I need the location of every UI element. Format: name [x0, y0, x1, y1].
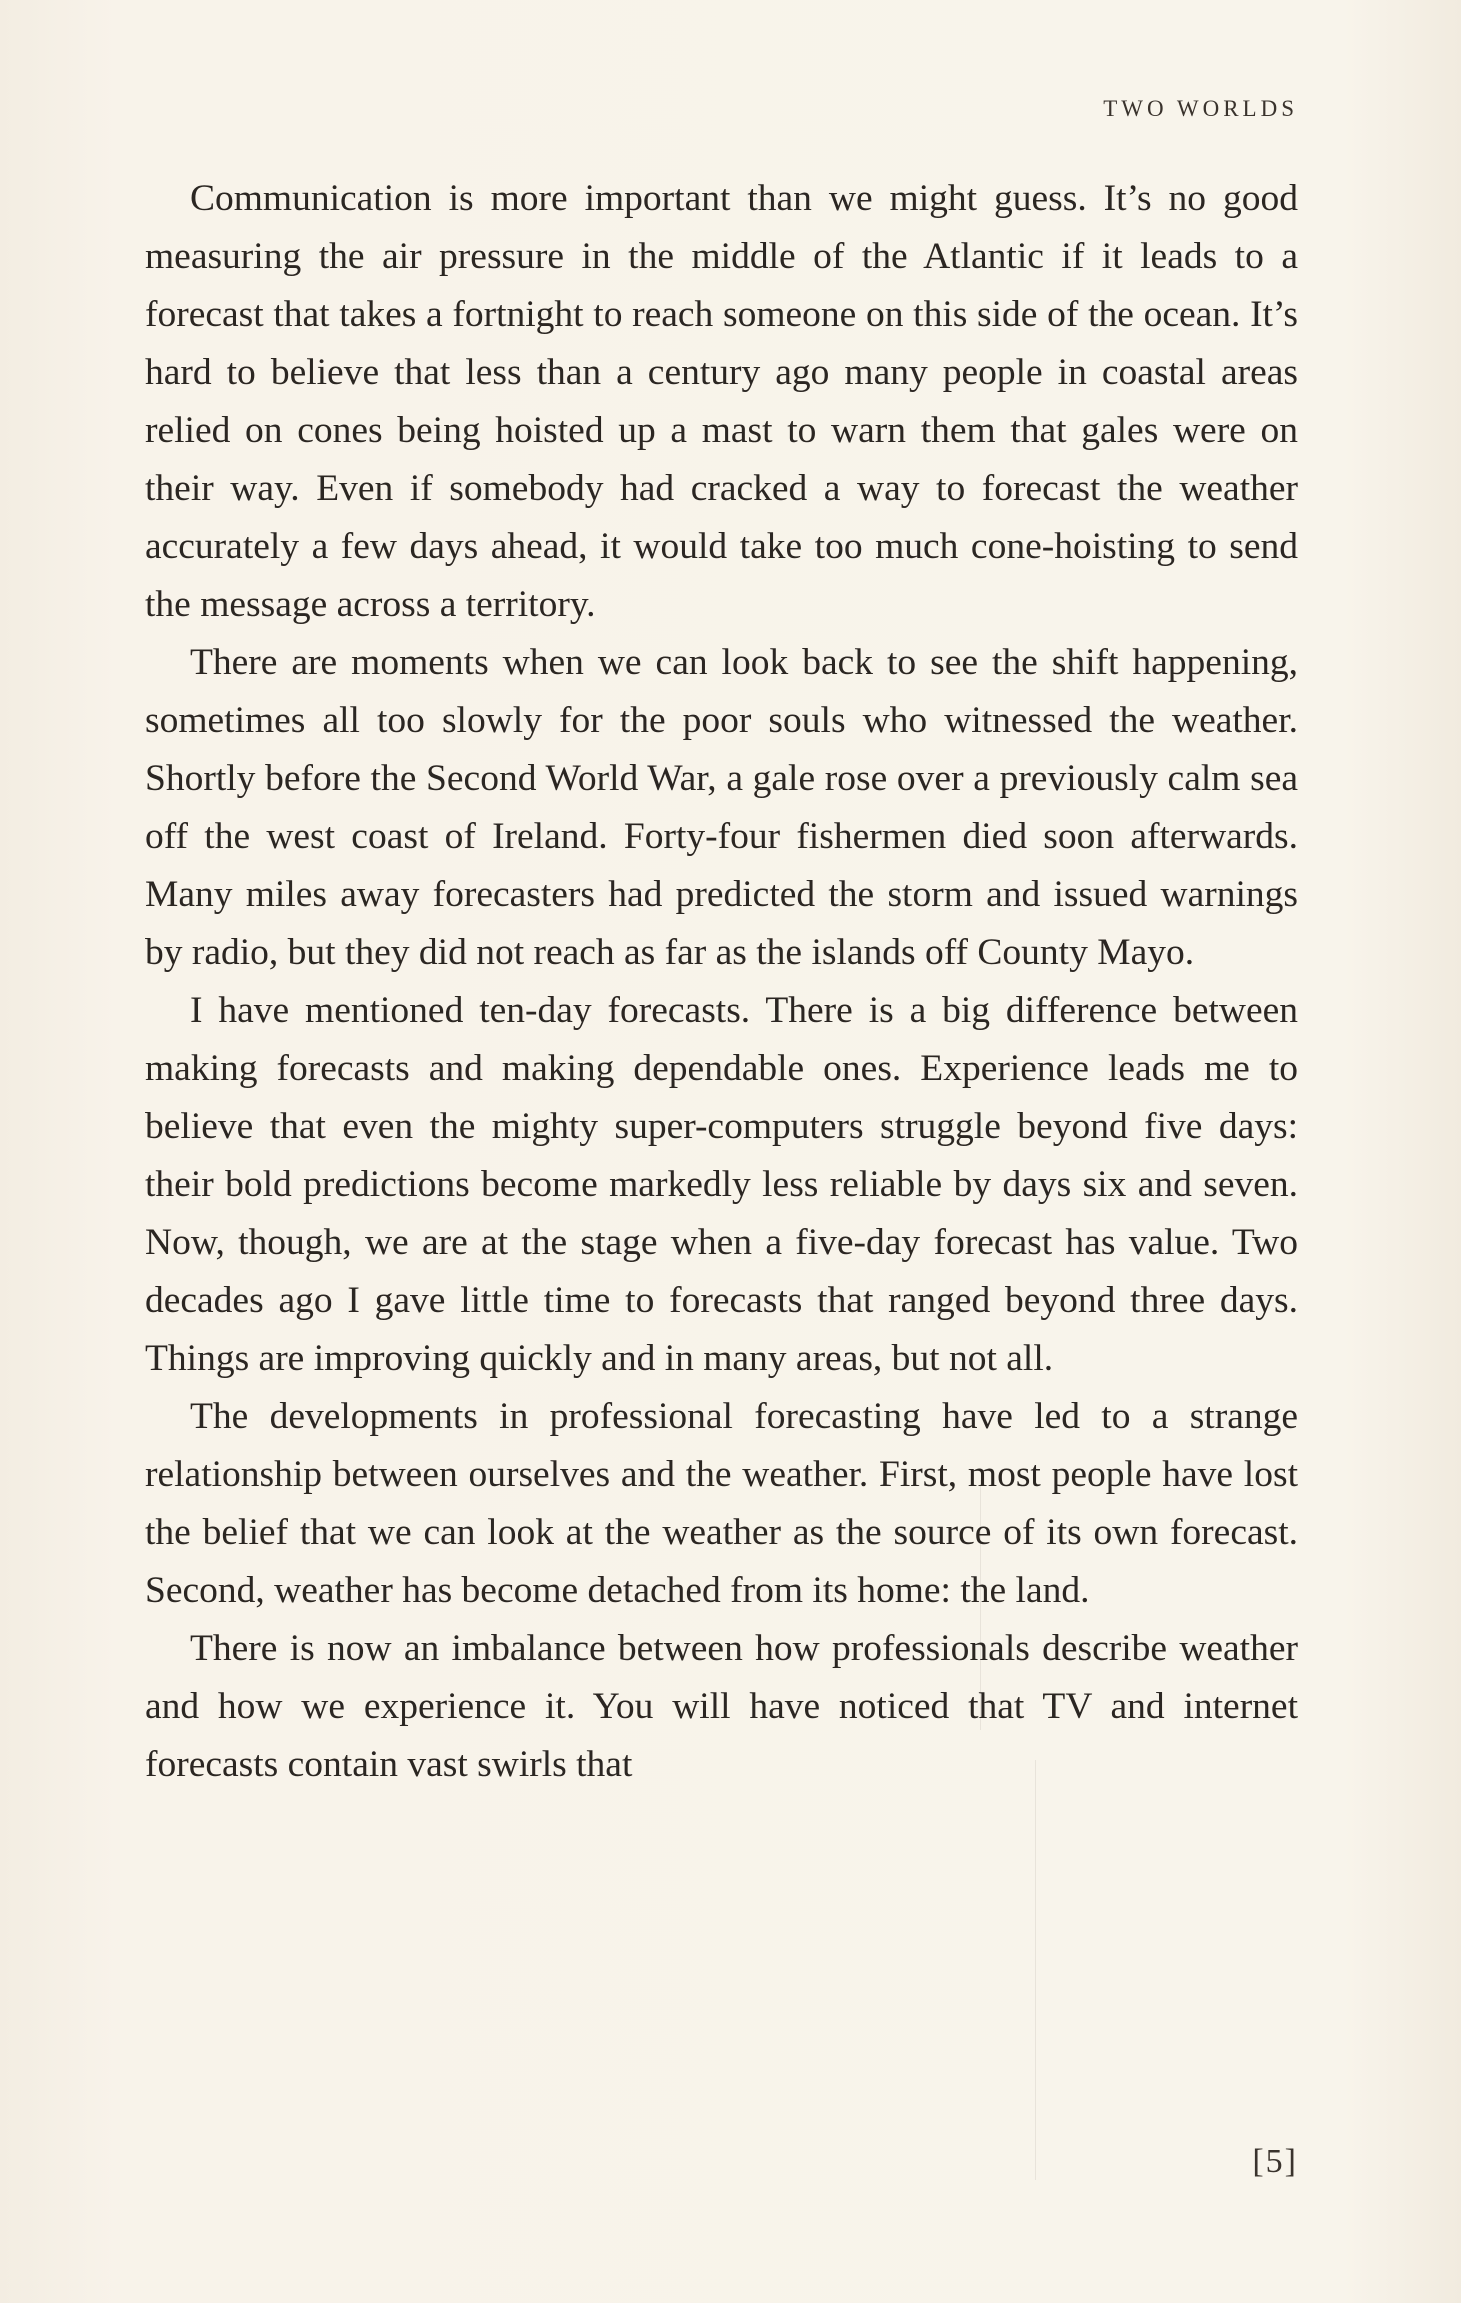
body-text: [145, 170, 1298, 1794]
running-head: TWO WORLDS: [1103, 96, 1298, 121]
paragraph: There are moments when we can look back to see the shift happening, sometimes all too slowly for the poor souls who witnessed the weather. Shortly before the Second World War, a gale rose over a previously calm sea off the west coast of Ireland. Forty-four fishermen died soon afterwards. Many miles away forecasters had predicted the storm and issued warnings by radio, but they did not reach as far as the islands off County Mayo.: [145, 642, 1298, 973]
paragraph: The developments in professional forecasting have led to a strange relationship between ourselves and the weather. First, most people have lost the belief that we can look at the weather as the source of its own forecast. Second, weather has become detached from its home: the land.: [145, 1396, 1298, 1611]
page-number: [5]: [1252, 2143, 1298, 2180]
paragraph: Communication is more important than we might guess. It’s no good measuring the air pressure in the middle of the Atlantic if it leads to a forecast that takes a fortnight to reach someone on this side of the ocean. It’s hard to believe that less than a century ago many people in coastal areas relied on cones being hoisted up a mast to warn them that gales were on their way. Even if somebody had cracked a way to forecast the weather accurately a few days ahead, it would take too much cone-hoisting to send the message across a territory.: [145, 178, 1298, 625]
paper-crease: [1035, 1760, 1036, 2180]
paragraph: There is now an imbalance between how professionals describe weather and how we experience it. You will have noticed that TV and internet forecasts contain vast swirls that: [145, 1628, 1298, 1785]
paragraph: I have mentioned ten-day forecasts. There is a big difference between making forecasts and making dependable ones. Experience leads me to believe that even the mighty super-computers struggle beyond five days: their bold predictions become markedly less reliable by days six and seven. Now, though, we are at the stage when a five-day forecast has value. Two decades ago I gave little time to forecasts that ranged beyond three days. Things are improving quickly and in many areas, but not all.: [145, 990, 1298, 1379]
